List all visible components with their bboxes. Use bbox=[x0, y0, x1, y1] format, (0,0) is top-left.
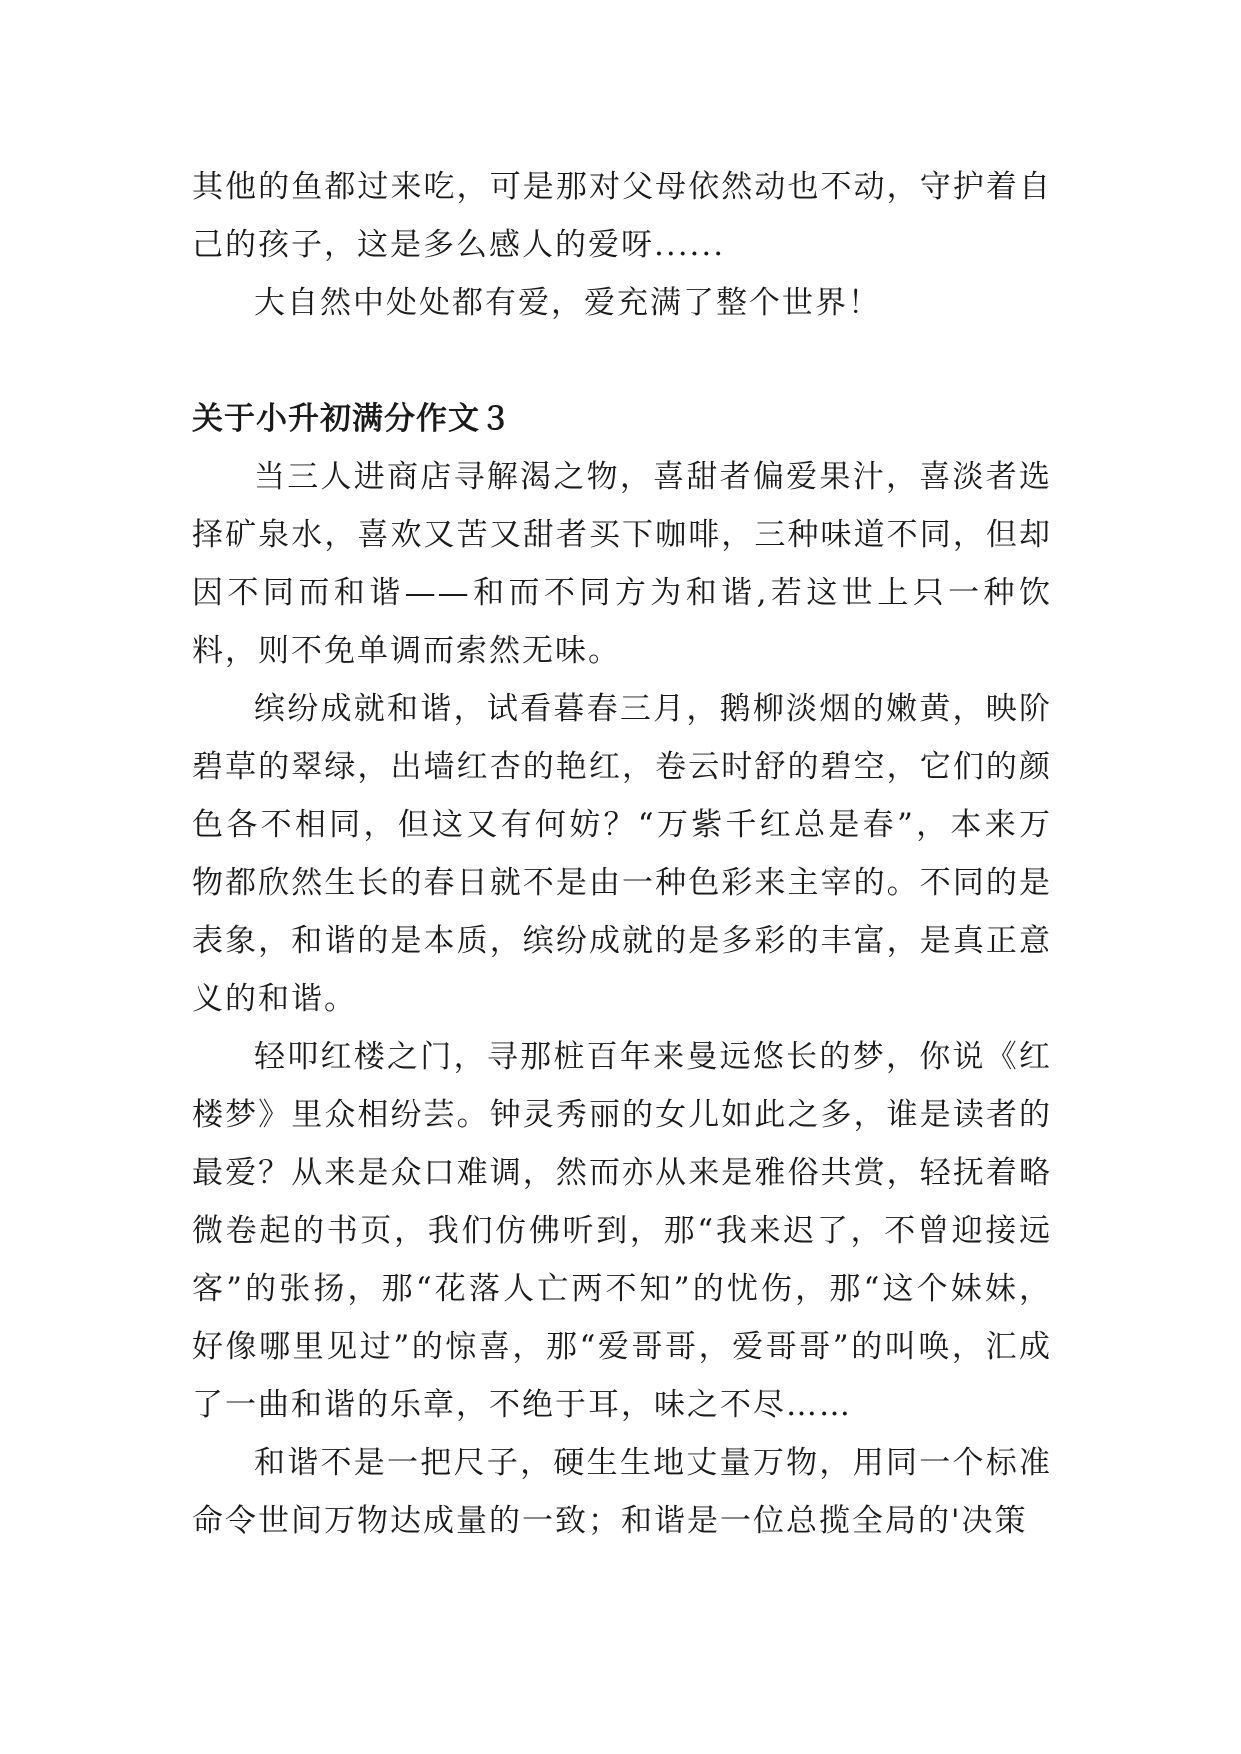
paragraph: 当三人进商店寻解渴之物，喜甜者偏爱果汁，喜淡者选择矿泉水，喜欢又苦又甜者买下咖啡，三种味道不同，但却因不同而和谐——和而不同方为和谐,若这世上只一种饮料，则不免单调而索然无味。 bbox=[192, 459, 1052, 669]
paragraph-continued: 其他的鱼都过来吃，可是那对父母依然动也不动，守护着自己的孩子，这是多么感人的爱呀...... bbox=[192, 169, 1052, 263]
section-title: 关于小升初满分作文３ bbox=[192, 401, 512, 437]
paragraph-closing: 大自然中处处都有爱，爱充满了整个世界！ bbox=[254, 285, 881, 321]
paragraph: 缤纷成就和谐，试看暮春三月，鹅柳淡烟的嫩黄，映阶碧草的翠绿，出墙红杏的艳红，卷云时舒的碧空，它们的颜色各不相同，但这又有何妨？“万紫千红总是春”，本来万物都欣然生长的春日就不是由一种色彩来主宰的。不同的是表象，和谐的是本质，缤纷成就的是多彩的丰富，是真正意义的和谐。 bbox=[192, 691, 1052, 1017]
section-gap bbox=[192, 332, 1052, 390]
document-page bbox=[192, 158, 1052, 1550]
paragraph: 和谐不是一把尺子，硬生生地丈量万物，用同一个标准命令世间万物达成量的一致；和谐是一位总揽全局的'决策 bbox=[192, 1445, 1052, 1539]
paragraph: 轻叩红楼之门，寻那桩百年来曼远悠长的梦，你说《红楼梦》里众相纷芸。钟灵秀丽的女儿如此之多，谁是读者的最爱？从来是众口难调，然而亦从来是雅俗共赏，轻抚着略微卷起的书页，我们仿佛听到，那“我来迟了，不曾迎接远客”的张扬，那“花落人亡两不知”的忧伤，那“这个妹妹，好像哪里见过”的惊喜，那“爱哥哥，爱哥哥”的叫唤，汇成了一曲和谐的乐章，不绝于耳，味之不尽…… bbox=[192, 1039, 1052, 1423]
